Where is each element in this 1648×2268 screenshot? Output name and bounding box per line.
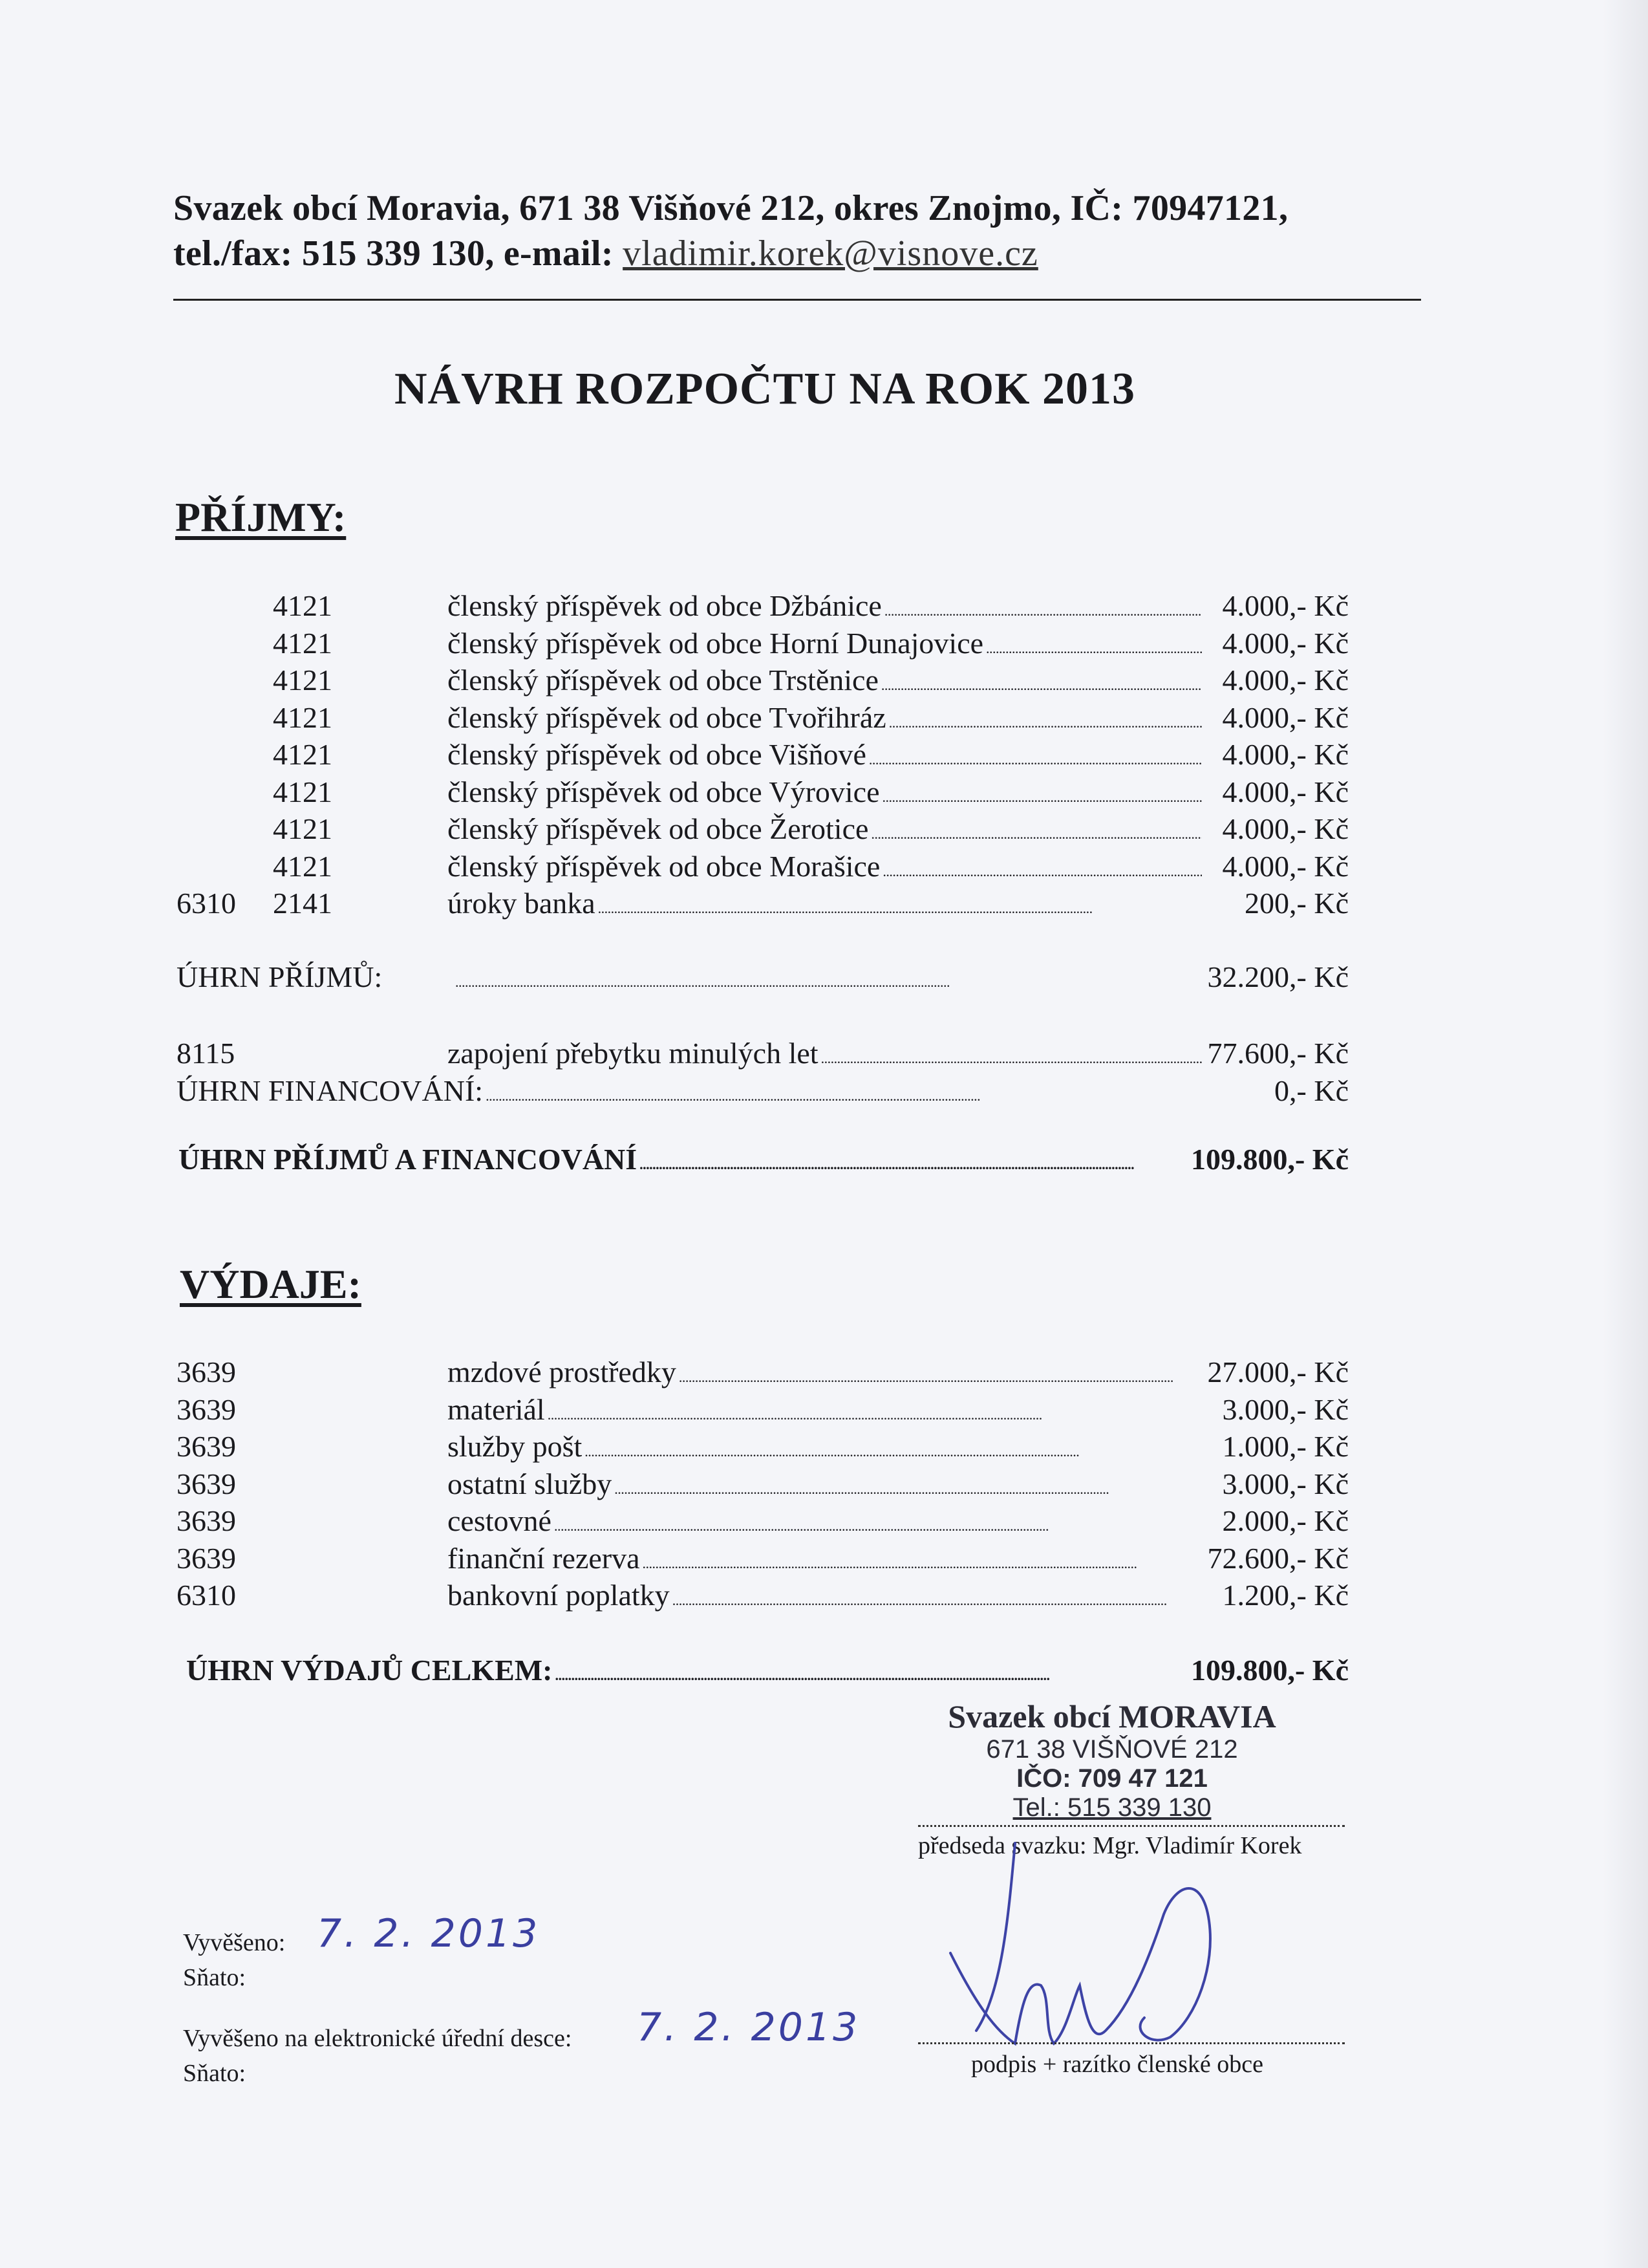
income-description: úroky banka <box>447 887 595 920</box>
expense-amount: 2.000,- Kč <box>1222 1504 1349 1537</box>
header-address: Svazek obcí Moravia, 671 38 Višňové 212, okres Znojmo, IČ: 70947121, <box>173 188 1289 228</box>
expense-amount: 27.000,- Kč <box>1207 1355 1349 1388</box>
financing-code: 8115 <box>177 1037 235 1070</box>
income-description: členský příspěvek od obce Morašice <box>447 849 881 883</box>
income-row <box>0 886 1648 923</box>
posted-date: 7. 2. 2013 <box>317 1911 540 1956</box>
removed-e-label: Sňato: <box>183 2060 246 2087</box>
stamp-address: 671 38 VIŠŇOVÉ 212 <box>986 1735 1238 1764</box>
posted-e-label: Vyvěšeno na elektronické úřední desce: <box>183 2025 572 2052</box>
stamp-dotted-line <box>918 1825 1345 1827</box>
income-amount: 4.000,- Kč <box>1222 849 1349 883</box>
income-amount: 4.000,- Kč <box>1222 664 1349 697</box>
income-code-item: 4121 <box>273 589 332 622</box>
expense-description: bankovní poplatky <box>447 1579 670 1612</box>
stamp-ico: IČO: 709 47 121 <box>1016 1764 1208 1793</box>
signature-caption: podpis + razítko členské obce <box>971 2051 1263 2078</box>
expense-code-paragraph: 6310 <box>177 1579 236 1612</box>
income-row <box>0 812 1648 849</box>
income-total-amount: 32.200,- Kč <box>1207 960 1349 993</box>
income-amount: 200,- Kč <box>1245 887 1349 920</box>
financing-total-leader <box>177 1074 1292 1108</box>
income-description: členský příspěvek od obce Trstěnice <box>447 664 879 697</box>
handwritten-signature <box>937 1837 1248 2082</box>
expense-leader <box>447 1541 1202 1575</box>
expense-code-paragraph: 3639 <box>177 1541 236 1575</box>
income-row <box>0 737 1648 775</box>
expense-row <box>0 1541 1648 1579</box>
expense-row <box>0 1467 1648 1504</box>
income-row <box>0 589 1648 626</box>
removed-label: Sňato: <box>183 1964 246 1991</box>
expense-description: cestovné <box>447 1504 551 1537</box>
scan-edge-shadow <box>1603 0 1648 2268</box>
income-grand-total-row <box>0 1142 1648 1180</box>
expense-leader <box>447 1429 1202 1463</box>
expense-total-leader <box>186 1653 1176 1687</box>
income-leader <box>447 886 1202 920</box>
income-row <box>0 626 1648 664</box>
expense-amount: 1.000,- Kč <box>1222 1430 1349 1463</box>
chairman-line: předseda svazku: Mgr. Vladimír Korek <box>918 1832 1302 1859</box>
income-description: členský příspěvek od obce Horní Dunajovice <box>447 626 984 660</box>
expense-description: finanční rezerva <box>447 1541 640 1575</box>
header-rule <box>173 299 1421 301</box>
expense-total-row <box>0 1653 1648 1690</box>
expense-row <box>0 1355 1648 1392</box>
income-leader <box>447 737 1202 772</box>
expense-amount: 3.000,- Kč <box>1222 1467 1349 1500</box>
income-amount: 4.000,- Kč <box>1222 626 1349 660</box>
income-code-item: 4121 <box>273 775 332 808</box>
stamp-org-name: Svazek obcí MORAVIA <box>948 1698 1276 1734</box>
expense-code-paragraph: 3639 <box>177 1504 236 1537</box>
income-row <box>0 700 1648 738</box>
header-contact-prefix: tel./fax: 515 339 130, e-mail: <box>173 233 623 274</box>
signature-dotted-line <box>918 2042 1345 2044</box>
income-description: členský příspěvek od obce Višňové <box>447 738 866 771</box>
financing-text: zapojení přebytku minulých let <box>447 1037 819 1070</box>
expense-code-paragraph: 3639 <box>177 1392 236 1426</box>
income-row <box>0 849 1648 887</box>
expense-heading: VÝDAJE: <box>180 1261 361 1307</box>
income-code-item: 4121 <box>273 812 332 845</box>
income-total-row <box>0 960 1648 997</box>
financing-leader <box>447 1036 1202 1070</box>
income-leader <box>447 700 1202 735</box>
expense-row <box>0 1504 1648 1541</box>
income-code-item: 4121 <box>273 849 332 883</box>
income-leader <box>447 663 1202 697</box>
expense-leader <box>447 1578 1202 1612</box>
income-amount: 4.000,- Kč <box>1222 812 1349 845</box>
expense-code-paragraph: 3639 <box>177 1355 236 1388</box>
expense-amount: 1.200,- Kč <box>1222 1579 1349 1612</box>
financing-total-label: ÚHRN FINANCOVÁNÍ: <box>177 1074 484 1107</box>
income-grand-total-amount: 109.800,- Kč <box>1190 1143 1349 1176</box>
financing-amount: 77.600,- Kč <box>1207 1037 1349 1070</box>
stamp-phone: Tel.: 515 339 130 <box>1012 1793 1212 1822</box>
income-leader <box>447 812 1202 846</box>
income-total-leader <box>453 960 1202 994</box>
expense-description: ostatní služby <box>447 1467 612 1500</box>
header-contact <box>173 233 1038 274</box>
income-description: členský příspěvek od obce Žerotice <box>447 812 869 845</box>
income-grand-total-leader <box>178 1142 1176 1176</box>
expense-leader <box>447 1392 1202 1427</box>
income-code-item: 4121 <box>273 738 332 771</box>
posted-e-date: 7. 2. 2013 <box>637 2005 861 2050</box>
income-code-item: 2141 <box>273 887 332 920</box>
income-amount: 4.000,- Kč <box>1222 589 1349 622</box>
income-total-label: ÚHRN PŘÍJMŮ: <box>177 960 383 993</box>
income-leader <box>447 589 1202 623</box>
expense-code-paragraph: 3639 <box>177 1430 236 1463</box>
income-row <box>0 775 1648 812</box>
expense-leader <box>447 1355 1202 1389</box>
income-code-item: 4121 <box>273 626 332 660</box>
income-amount: 4.000,- Kč <box>1222 775 1349 808</box>
income-heading: PŘÍJMY: <box>175 494 347 540</box>
expense-amount: 3.000,- Kč <box>1222 1392 1349 1426</box>
email-link[interactable]: vladimir.korek@visnove.cz <box>623 233 1038 274</box>
financing-row <box>0 1036 1648 1074</box>
income-amount: 4.000,- Kč <box>1222 700 1349 734</box>
posted-label: Vyvěšeno: <box>183 1929 286 1956</box>
income-description: členský příspěvek od obce Výrovice <box>447 775 880 808</box>
financing-total-amount: 0,- Kč <box>1274 1074 1349 1107</box>
expense-description: mzdové prostředky <box>447 1355 676 1388</box>
income-grand-total-label: ÚHRN PŘÍJMŮ A FINANCOVÁNÍ <box>178 1143 637 1176</box>
expense-amount: 72.600,- Kč <box>1207 1541 1349 1575</box>
expense-description: služby pošt <box>447 1430 583 1463</box>
income-amount: 4.000,- Kč <box>1222 738 1349 771</box>
expense-total-amount: 109.800,- Kč <box>1190 1654 1349 1687</box>
expense-row <box>0 1392 1648 1430</box>
expense-leader <box>447 1467 1202 1501</box>
document-title: NÁVRH ROZPOČTU NA ROK 2013 <box>394 364 1136 414</box>
expense-row <box>0 1429 1648 1467</box>
expense-code-paragraph: 3639 <box>177 1467 236 1500</box>
income-code-item: 4121 <box>273 664 332 697</box>
income-description: členský příspěvek od obce Džbánice <box>447 589 882 622</box>
income-leader <box>447 849 1202 883</box>
income-row <box>0 663 1648 700</box>
financing-total-row <box>0 1074 1648 1111</box>
income-leader <box>447 626 1202 660</box>
expense-leader <box>447 1504 1202 1538</box>
income-code-item: 4121 <box>273 700 332 734</box>
expense-description: materiál <box>447 1392 545 1426</box>
expense-row <box>0 1578 1648 1615</box>
expense-total-label: ÚHRN VÝDAJŮ CELKEM: <box>186 1654 553 1687</box>
income-code-paragraph: 6310 <box>177 887 236 920</box>
organization-stamp <box>912 1698 1312 1822</box>
income-description: členský příspěvek od obce Tvořihráz <box>447 700 886 734</box>
income-leader <box>447 775 1202 809</box>
